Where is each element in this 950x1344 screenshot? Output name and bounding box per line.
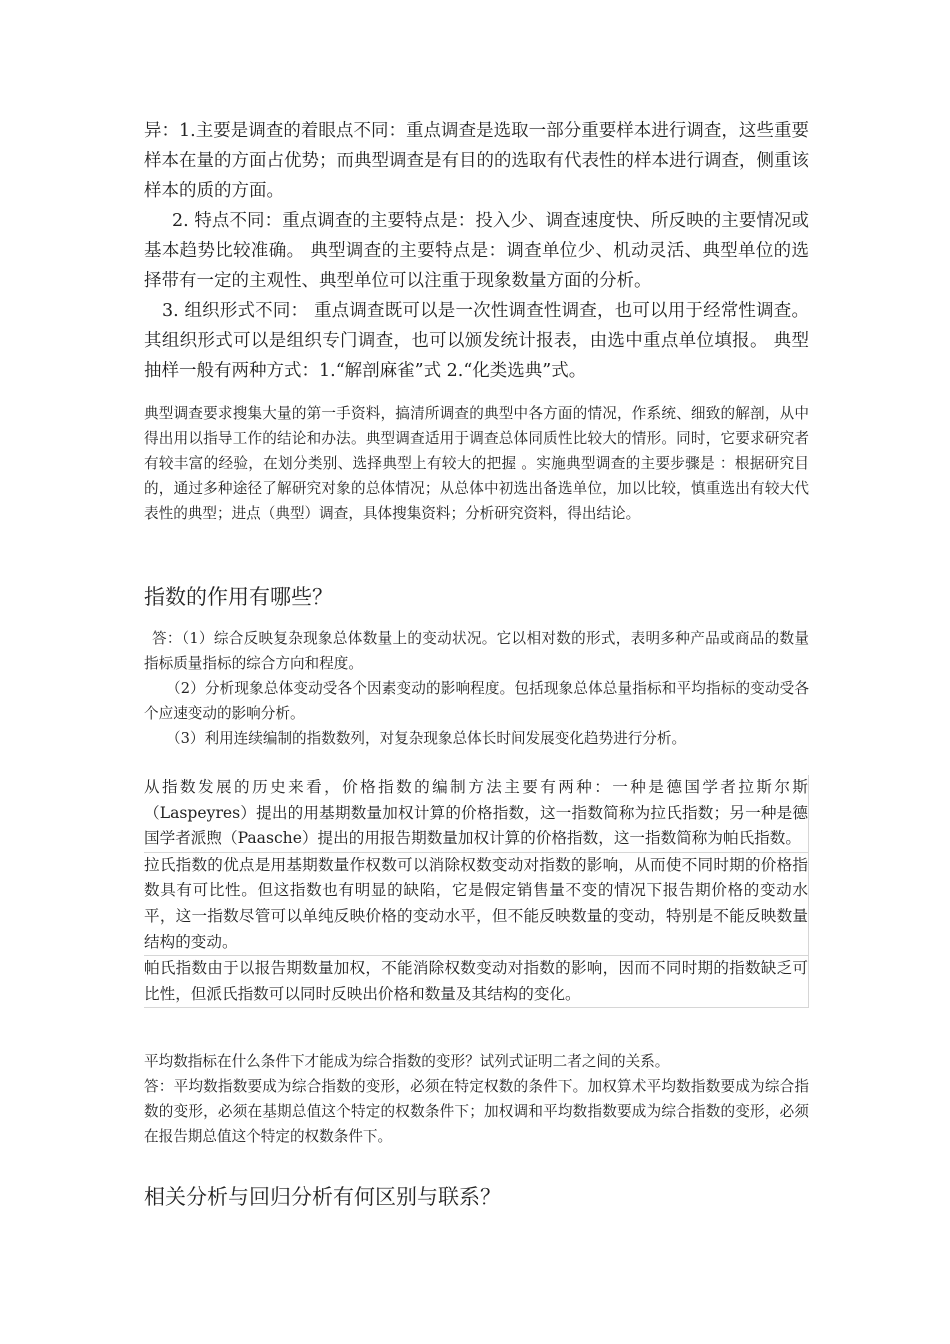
section-index-role-answer <box>144 626 809 751</box>
section-correlation-heading <box>144 1182 809 1212</box>
paragraph-focus-difference: 异：1.主要是调查的着眼点不同：重点调查是选取一部分重要样本进行调查，这些重要样本在量的方面占优势；而典型调查是有目的的选取有代表性的样本进行调查，侧重该样本的质的方面。 <box>144 121 809 201</box>
paragraph-role-1: 答：（1）综合反映复杂现象总体数量上的变动状况。它以相对数的形式，表明多种产品或商品的数量指标质量指标的综合方向和程度。 <box>144 630 809 672</box>
paragraph-index-history: 从指数发展的历史来看，价格指数的编制方法主要有两种：一种是德国学者拉斯尔斯（Laspeyres）提出的用基期数量加权计算的价格指数，这一指数简称为拉氏指数；另一种是德国学者派煦（Paasche）提出的用报告期数量加权计算的价格指数，这一指数简称为帕氏指数。 <box>144 775 809 853</box>
paragraph-laspeyres: 拉氏指数的优点是用基期数量作权数可以消除权数变动对指数的影响，从而使不同时期的价格指数具有可比性。但这指数也有明显的缺陷，它是假定销售量不变的情况下报告期价格的变动水平，这一指数尽管可以单纯反映价格的变动水平，但不能反映数量的变动，特别是不能反映数量结构的变动。 <box>144 853 809 956</box>
paragraph-role-2: （2）分析现象总体变动受各个因素变动的影响程度。包括现象总体总量指标和平均指标的变动受各个应速变动的影响分析。 <box>144 680 809 722</box>
paragraph-average-question: 平均数指标在什么条件下才能成为综合指数的变形？试列式证明二者之间的关系。 <box>144 1053 670 1070</box>
paragraph-average-answer: 答：平均数指数要成为综合指数的变形，必须在特定权数的条件下。加权算术平均数指数要成为综合指数的变形，必须在基期总值这个特定的权数条件下；加权调和平均数指数要成为综合指数的变形，必须在报告期总值这个特定的权数条件下。 <box>144 1078 809 1145</box>
paragraph-typical-survey: 典型调查要求搜集大量的第一手资料，搞清所调查的典型中各方面的情况，作系统、细致的解剖，从中得出用以指导工作的结论和办法。典型调查适用于调查总体同质性比较大的情形。同时，它要求研究者有较丰富的经验，在划分类别、选择典型上有较大的把握 。实施典型调查的主要步骤是 ：根据研究目的，通过多种途径了解研究对象的总体情况；从总体中初选出备选单位，加以比较，慎重选出有较大代表性的典型；进点（典型）调查，具体搜集资料；分析研究资料，得出结论。 <box>144 405 809 522</box>
section-typical-survey <box>144 401 809 526</box>
paragraph-organization-difference: 3. 组织形式不同： 重点调查既可以是一次性调查性调查，也可以用于经常性调查。其组织形式可以是组织专门调查，也可以颁发统计报表，由选中重点单位填报。 典型抽样一般有两种方式：1.“解剖麻雀”式 2.“化类选典”式。 <box>144 301 809 381</box>
heading-correlation-regression: 相关分析与回归分析有何区别与联系？ <box>144 1185 501 1209</box>
paragraph-role-3: （3）利用连续编制的指数数列，对复杂现象总体长时间发展变化趋势进行分析。 <box>166 730 687 747</box>
section-average-index <box>144 1049 809 1149</box>
heading-index-role: 指数的作用有哪些？ <box>144 585 333 609</box>
section-index-role-heading <box>144 582 809 612</box>
paragraph-paasche: 帕氏指数由于以报告期数量加权，不能消除权数变动对指数的影响，因而不同时期的指数缺乏可比性，但派氏指数可以同时反映出价格和数量及其结构的变化。 <box>144 956 809 1008</box>
section-laspeyres-paasche <box>144 775 809 1008</box>
section-survey-differences <box>144 116 809 386</box>
paragraph-feature-difference: 2. 特点不同：重点调查的主要特点是：投入少、调查速度快、所反映的主要情况或基本趋势比较准确。 典型调查的主要特点是：调查单位少、机动灵活、典型单位的选择带有一定的主观性、典型单位可以注重于现象数量方面的分析。 <box>144 211 809 291</box>
